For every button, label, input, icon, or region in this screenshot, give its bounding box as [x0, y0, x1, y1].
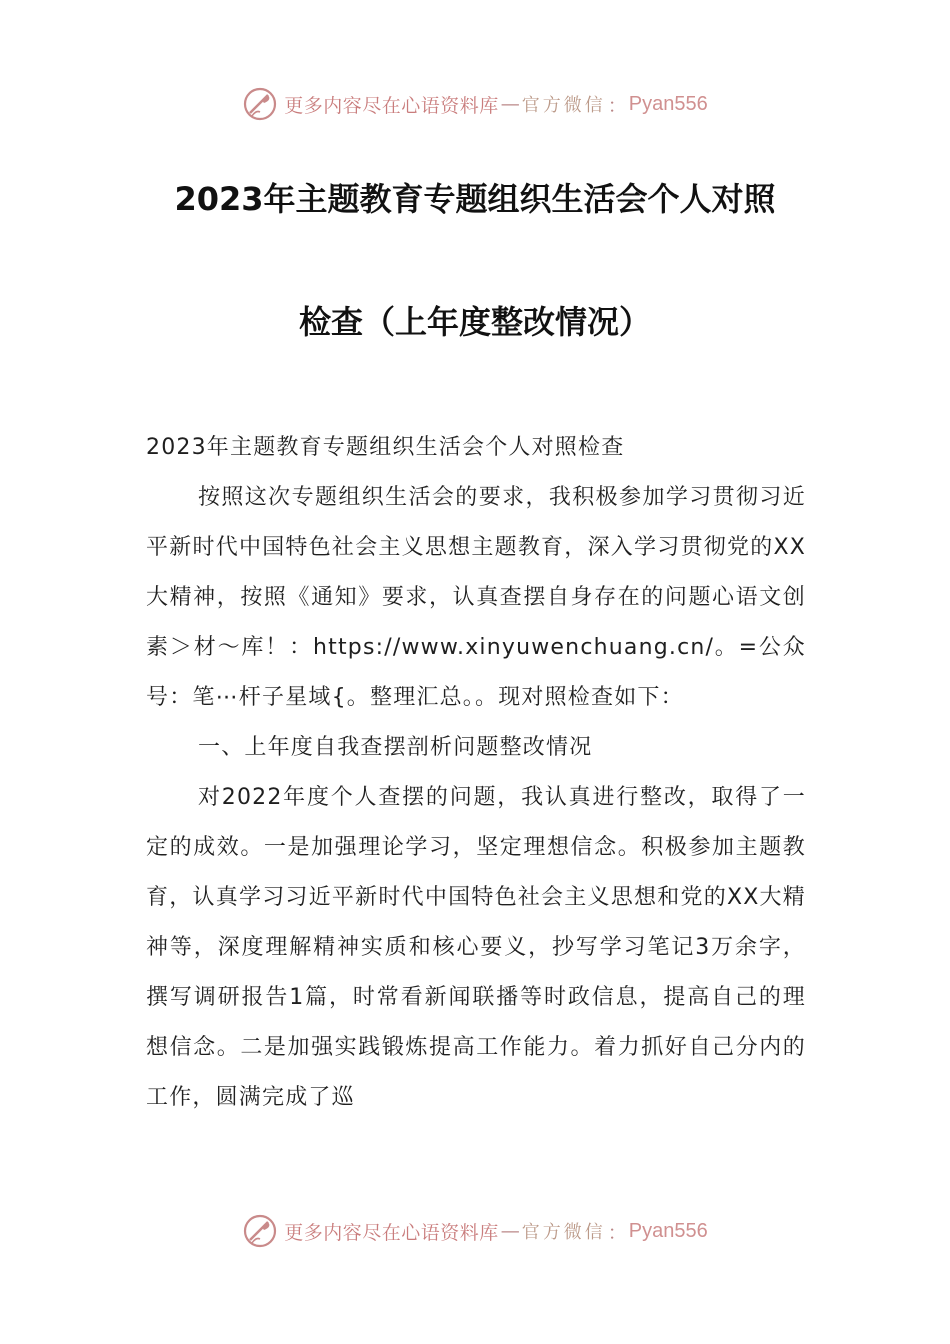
quill-logo-icon	[242, 1213, 278, 1249]
watermark-channel: 官方微信	[521, 95, 606, 116]
watermark-dash: —	[500, 1220, 520, 1242]
watermark-wechat-id: Pyan556	[628, 92, 708, 115]
quill-logo-icon	[242, 86, 278, 122]
watermark-wechat-id: Pyan556	[628, 1219, 708, 1242]
section-heading: 一、上年度自我查摆剖析问题整改情况	[198, 735, 593, 760]
document-title-line2: 检查（上年度整改情况）	[298, 303, 651, 341]
watermark-banner-bottom	[0, 1211, 950, 1251]
watermark-banner-top	[0, 84, 950, 124]
watermark-brand: 更多内容尽在心语资料库	[284, 94, 499, 117]
watermark-dash: —	[500, 93, 520, 115]
watermark-separator: ：	[607, 94, 627, 117]
paragraph-intro: 按照这次专题组织生活会的要求，我积极参加学习贯彻习近平新时代中国特色社会主义思想主题教育，深入学习贯彻党的XX大精神，按照《通知》要求，认真查摆自身存在的问题心语文创素＞材～库！：https://www.xinyuwenchuang.cn/。=公众号：笔⋯杆子星域{。整理汇总。。现对照检查如下：	[146, 485, 806, 710]
document-title-line1: 2023年主题教育专题组织生活会个人对照	[174, 180, 776, 218]
watermark-brand: 更多内容尽在心语资料库	[284, 1221, 499, 1244]
watermark-separator: ：	[607, 1221, 627, 1244]
document-subtitle: 2023年主题教育专题组织生活会个人对照检查	[146, 435, 625, 460]
paragraph-rectification: 对2022年度个人查摆的问题，我认真进行整改，取得了一定的成效。一是加强理论学习，坚定理想信念。积极参加主题教育，认真学习习近平新时代中国特色社会主义思想和党的XX大精神等，深度理解精神实质和核心要义，抄写学习笔记3万余字，撰写调研报告1篇，时常看新闻联播等时政信息，提高自己的理想信念。二是加强实践锻炼提高工作能力。着力抓好自己分内的工作，圆满完成了巡	[146, 785, 806, 1110]
watermark-channel: 官方微信	[521, 1222, 606, 1243]
document-body	[146, 423, 806, 1123]
